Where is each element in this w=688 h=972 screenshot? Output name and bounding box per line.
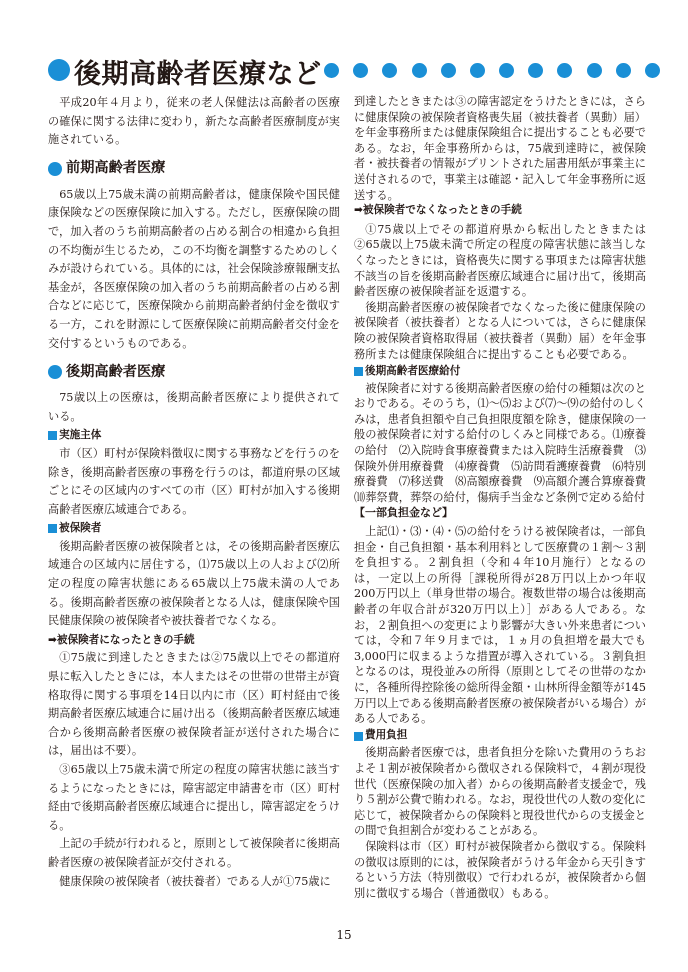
join-paragraph-1: ①75歳に到達したときまたは②75歳以上でその都道府県に転入したときには，本人またはその世帯の世帯主が資格取得に関する事項を14日以内に市（区）町村経由で後期高齢者医療広域連合に届け出る（後期高齢者医療広域連合から後期高齢者医療の被保険者証が送付された場合には，届出は不要）。 (48, 651, 340, 758)
kouki-paragraph: 75歳以上の医療は，後期高齢者医療により提供されている。 (48, 391, 340, 423)
join-paragraph-4-continued: 到達したときまたは③の障害認定をうけたときには，さらに健康保険の被保険者資格喪失届（被扶養者（異動）届）を年金事務所または健康保険組合に提出することも必要である。なお，年金事務所からは，75歳到達時に，被保険者・被扶養者の情報がプリントされた届書用紙が事業主に送付されるので，事業主は確認・記入して年金事務所に返送する。 (354, 95, 646, 202)
dot-icon (528, 63, 543, 78)
dot-icon (324, 63, 339, 78)
section-heading-label: 後期高齢者医療 (66, 363, 166, 380)
hiyou-paragraph-2: 保険料は市（区）町村が被保険者から徴収する。保険料の徴収は原則的には，被保険者がうける年金から天引きするという方法（特別徴収）で行われるが，被保険者から個別に徴収する場合（普通徴収）もある。 (354, 839, 646, 900)
dot-icon (645, 63, 660, 78)
subheading-kyufu (354, 362, 646, 381)
arrow-heading-join: ➡被保険者になったときの手続 (48, 633, 195, 646)
arrow-heading-leave: ➡被保険者でなくなったときの手続 (354, 204, 522, 217)
dot-icon (353, 63, 368, 78)
dot-icon (587, 63, 602, 78)
intro-paragraph: 平成20年４月より，従来の老人保健法は高齢者の医療の確保に関する法律に変わり，新たな高齢者医療制度が実施されている。 (48, 96, 340, 147)
dot-icon (382, 63, 397, 78)
zenki-paragraph: 65歳以上75歳未満の前期高齢者は，健康保険や国民健康保険などの医療保険に加入する。ただし，医療保険の間で，加入者のうち前期高齢者の占める割合の相違から負担の不均衡が生じるため，この不均衡を調整するためのしくみが設けられている。具体的には，社会保険診療報酬支払基金が，各医療保険の加入者のうち前期高齢者の占める割合などに応じて，医療保険から前期高齢者納付金を徴収する一方，これを財源にして医療保険に前期高齢者交付金を交付するというものである。 (48, 187, 340, 350)
section-heading-zenki (48, 158, 340, 180)
kyufu-paragraph: 被保険者に対する後期高齢者医療の給付の種類は次のとおりである。そのうち，⑴～⑸および⑺～⑼の給付のしくみは，患者負担額や自己負担限度額を除き，健康保険の一般の被保険者に対する給付のしくみと同様である。⑴療養の給付 ⑵入院時食事療養費または入院時生活療養費 ⑶保険外併用療養費 ⑷療養費 ⑸訪問看護療養費 ⑹特別療養費 ⑺移送費 ⑻高額療養費 ⑼高額介護合算療養費 ⑽葬祭費，葬祭の給付，傷病手当金など条例で定める給付 (354, 381, 658, 504)
subheading-jisshi (48, 426, 340, 445)
square-bullet-icon (354, 732, 363, 741)
left-column (48, 94, 340, 891)
dot-icon (412, 63, 427, 78)
leave-paragraph-1: ①75歳以上でその都道府県から転出したときまたは②65歳以上75歳未満で所定の程度の障害状態に該当しなくなったときには，資格喪失に関する事項または障害状態不該当の旨を後期高齢者医療広域連合に届け出て，後期高齢者医療の被保険者証を返還する。 (354, 222, 646, 299)
square-bullet-icon (48, 431, 57, 440)
join-paragraph-3: 上記の手続が行われると，原則として被保険者に後期高齢者医療の被保険者証が交付される。 (48, 837, 340, 869)
dot-icon (499, 63, 514, 78)
dot-icon (616, 63, 631, 78)
futan-paragraph: 上記⑴・⑶・⑷・⑸の給付をうける被保険者は，一部負担金・自己負担額・基本利用料として医療費の１割〜３割を負担する。２割負担（令和４年10月施行）となるのは，一定以上の所得［課税所得が28万円以上かつ年収200万円以上（単身世帯の場合。複数世帯の場合は後期高齢者の年収合計が320万円以上）］がある人である。なお，２割負担への変更により影響が大きい外来患者については，令和７年９月までは，１ヵ月の負担増を最大でも3,000円に収まるような措置が導入されている。３割負担となるのは，現役並みの所得（原則としてその世帯のなかに，各種所得控除後の総所得金額・山林所得金額等が145万円以上である後期高齢者医療の被保険者がいる場合）がある人である。 (354, 525, 646, 726)
hiyou-paragraph-1: 後期高齢者医療では，患者負担分を除いた費用のうちおよそ１割が被保険者から徴収される保険料で，４割が現役世代（医療保険の加入者）からの後期高齢者支援金で，残り５割が公費で賄われる。なお，現役世代の人数の変化に応じて，被保険者からの保険料と現役世代からの支援金との間で負担割合が変わることがある。 (354, 746, 646, 838)
page-title-bar (46, 50, 666, 90)
subheading-hiyou (354, 727, 646, 746)
dot-icon (557, 63, 572, 78)
subheading-label: 実施主体 (59, 429, 102, 442)
right-column (354, 94, 658, 901)
square-bullet-icon (48, 524, 57, 533)
circle-bullet-icon (48, 365, 62, 379)
bracket-heading-futan: 【一部負担金など】 (354, 506, 453, 520)
circle-bullet-icon (48, 162, 62, 176)
jisshi-paragraph: 市（区）町村が保険料徴収に関する事務などを行うのを除き，後期高齢者医療の事務を行うのは，都道府県の区域ごとにその区域内のすべての市（区）町村が加入する後期高齢者医療広域連合である。 (48, 446, 340, 516)
page-number: 15 (336, 928, 352, 942)
subheading-label: 後期高齢者医療給付 (365, 364, 461, 377)
leave-paragraph-2: 後期高齢者医療の被保険者でなくなった後に健康保険の被保険者（被扶養者）となる人については，さらに健康保険の被保険者資格取得届（被扶養者（異動）届）を年金事務所または健康保険組合に提出することも必要である。 (354, 300, 646, 361)
dot-icon (470, 63, 485, 78)
subheading-label: 被保険者 (59, 522, 102, 535)
square-bullet-icon (354, 367, 363, 376)
title-dot-row (324, 63, 660, 79)
join-paragraph-2: ③65歳以上75歳未満で所定の程度の障害状態に該当するようになったときには，障害認定申請書を市（区）町村経由で後期高齢者医療広域連合に提出し，障害認定をうける。 (48, 763, 340, 832)
subheading-label: 費用負担 (365, 729, 408, 742)
section-heading-kouki (48, 361, 340, 383)
section-heading-label: 前期高齢者医療 (66, 160, 166, 177)
dot-icon (441, 63, 456, 78)
join-paragraph-4: 健康保険の被保険者（被扶養者）である人が①75歳に (59, 874, 331, 888)
hihoken-paragraph: 後期高齢者医療の被保険者とは，その後期高齢者医療広域連合の区域内に居住する，⑴75歳以上の人および⑵所定の程度の障害状態にある65歳以上75歳未満の人である。後期高齢者医療の被保険者となる人は，健康保険や国民健康保険の被保険者や被扶養者でなくなる。 (48, 539, 340, 628)
page-title: 後期高齢者医療など (74, 59, 322, 90)
subheading-hihoken (48, 519, 340, 538)
title-bullet-icon (48, 59, 70, 81)
